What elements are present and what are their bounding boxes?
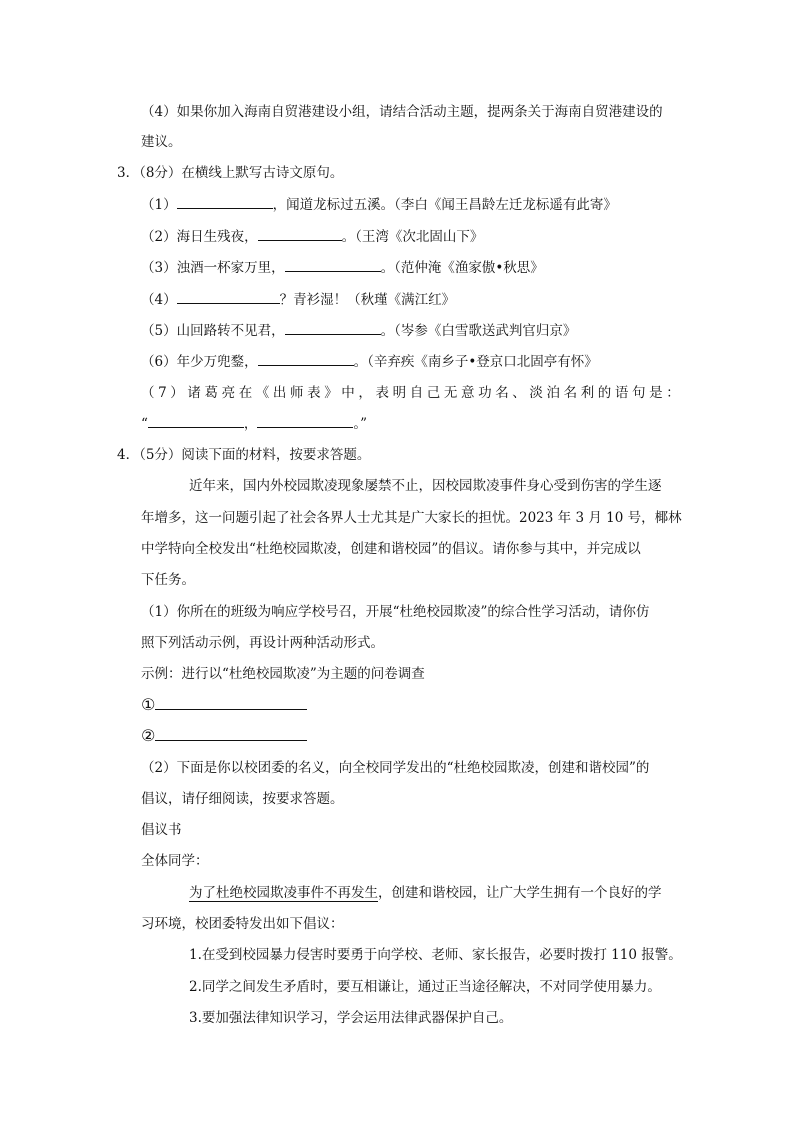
q3-item5 — [141, 320, 576, 341]
q3-item2-text-b: 。（王湾《次北固山下》 — [341, 229, 484, 245]
q2-item4-line2: 建议。 — [141, 134, 182, 150]
q3-item2-text-a: （2）海日生残夜， — [141, 229, 258, 245]
q3-item3-text-a: （3）浊酒一杯家万里， — [141, 260, 285, 276]
proposal-point-2: 2.同学之间发生矛盾时，要互相谦让，通过正当途径解决，不对同学使用暴力。 — [189, 979, 661, 995]
proposal-body-line1 — [189, 883, 662, 903]
q4-para1-line1: 近年来，国内外校园欺凌现象屡禁不止，因校园欺凌事件身心受到伤害的学生逐 — [189, 478, 662, 494]
answer-blank[interactable] — [285, 320, 381, 335]
q3-item3 — [141, 257, 544, 278]
q2-item4-line1: （4）如果你加入海南自贸港建设小组，请结合活动主题，提两条关于海南自贸港建设的 — [141, 104, 663, 120]
q3-item3-text-b: 。（范仲淹《渔家傲•秋思》 — [380, 260, 544, 276]
q3-item5-text-a: （5）山回路转不见君， — [141, 323, 285, 339]
q4-title: 4．（5分）阅读下面的材料，按要求答题。 — [117, 447, 371, 463]
q3-item2 — [141, 226, 483, 247]
answer-blank[interactable] — [155, 695, 307, 710]
answer-blank[interactable] — [258, 351, 354, 366]
proposal-point-1: 1.在受到校园暴力侵害时要勇于向学校、老师、家长报告，必要时拨打 110 报警。 — [189, 947, 682, 963]
q3-item6 — [141, 351, 598, 372]
close-quote: 。” — [353, 416, 368, 432]
q4-para1-line4: 下任务。 — [141, 572, 195, 588]
answer-blank[interactable] — [155, 726, 307, 741]
q3-item4-label: （4） — [141, 292, 177, 308]
circled-number-1: ① — [141, 695, 156, 714]
q3-item7-line2 — [141, 413, 367, 434]
proposal-title: 倡议书 — [141, 822, 182, 838]
q4-sub2-line1: （2）下面是你以校团委的名义，向全校同学发出的“杜绝校园欺凌，创建和谐校园”的 — [141, 760, 650, 776]
q3-item1-label: （1） — [141, 197, 177, 213]
proposal-point-3: 3.要加强法律知识学习，学会运用法律武器保护自己。 — [189, 1010, 513, 1026]
q3-item4-text: ？青衫湿！（秋瑾《满江红》 — [279, 292, 456, 308]
activity-answer-2 — [141, 726, 307, 747]
answer-blank[interactable] — [177, 194, 273, 209]
q4-example: 示例：进行以“杜绝校园欺凌”为主题的问卷调查 — [141, 666, 425, 682]
proposal-body-line2: 习环境，校团委特发出如下倡议： — [141, 916, 344, 932]
q3-item1-text: ，闻道龙标过五溪。（李白《闻王昌龄左迁龙标遥有此寄》 — [272, 197, 617, 213]
q3-item6-text-a: （6）年少万兜鍪， — [141, 354, 258, 370]
q3-item1 — [141, 194, 617, 215]
answer-blank[interactable] — [285, 257, 381, 272]
q4-sub1-line2: 照下列活动示例，再设计两种活动形式。 — [141, 635, 384, 651]
answer-blank[interactable] — [257, 413, 353, 428]
proposal-body-rest: ，创建和谐校园，让广大学生拥有一个良好的学 — [378, 885, 662, 901]
q3-title: 3．（8分）在横线上默写古诗文原句。 — [117, 165, 344, 181]
answer-blank[interactable] — [177, 289, 280, 304]
q3-item5-text-b: 。（岑参《白雪歌送武判官归京》 — [380, 323, 577, 339]
q4-para1-line2: 年增多，这一问题引起了社会各界人士尤其是广大家长的担忧。2023 年 3 月 10 号，椰林 — [141, 510, 682, 526]
q3-item4 — [141, 289, 455, 310]
q3-item6-text-b: 。（辛弃疾《南乡子•登京口北固亭有怀》 — [353, 354, 598, 370]
q4-sub1-line1: （1）你所在的班级为响应学校号召，开展“杜绝校园欺凌”的综合性学习活动，请你仿 — [141, 604, 650, 620]
answer-blank[interactable] — [148, 413, 244, 428]
q4-sub2-line2: 倡议，请仔细阅读，按要求答题。 — [141, 791, 344, 807]
circled-number-2: ② — [141, 726, 156, 745]
open-quote: “ — [141, 416, 148, 432]
comma: ， — [243, 416, 258, 432]
proposal-greeting: 全体同学： — [141, 853, 209, 869]
answer-blank[interactable] — [258, 226, 342, 241]
q3-item7-line1: （7）诸葛亮在《出师表》中，表明自己无意功名、淡泊名利的语句是： — [141, 385, 684, 401]
q4-para1-line3: 中学特向全校发出“杜绝校园欺凌，创建和谐校园”的倡议。请你参与其中，并完成以 — [141, 541, 641, 557]
activity-answer-1 — [141, 695, 307, 716]
underlined-phrase: 为了杜绝校园欺凌事件不再发生 — [189, 885, 378, 901]
